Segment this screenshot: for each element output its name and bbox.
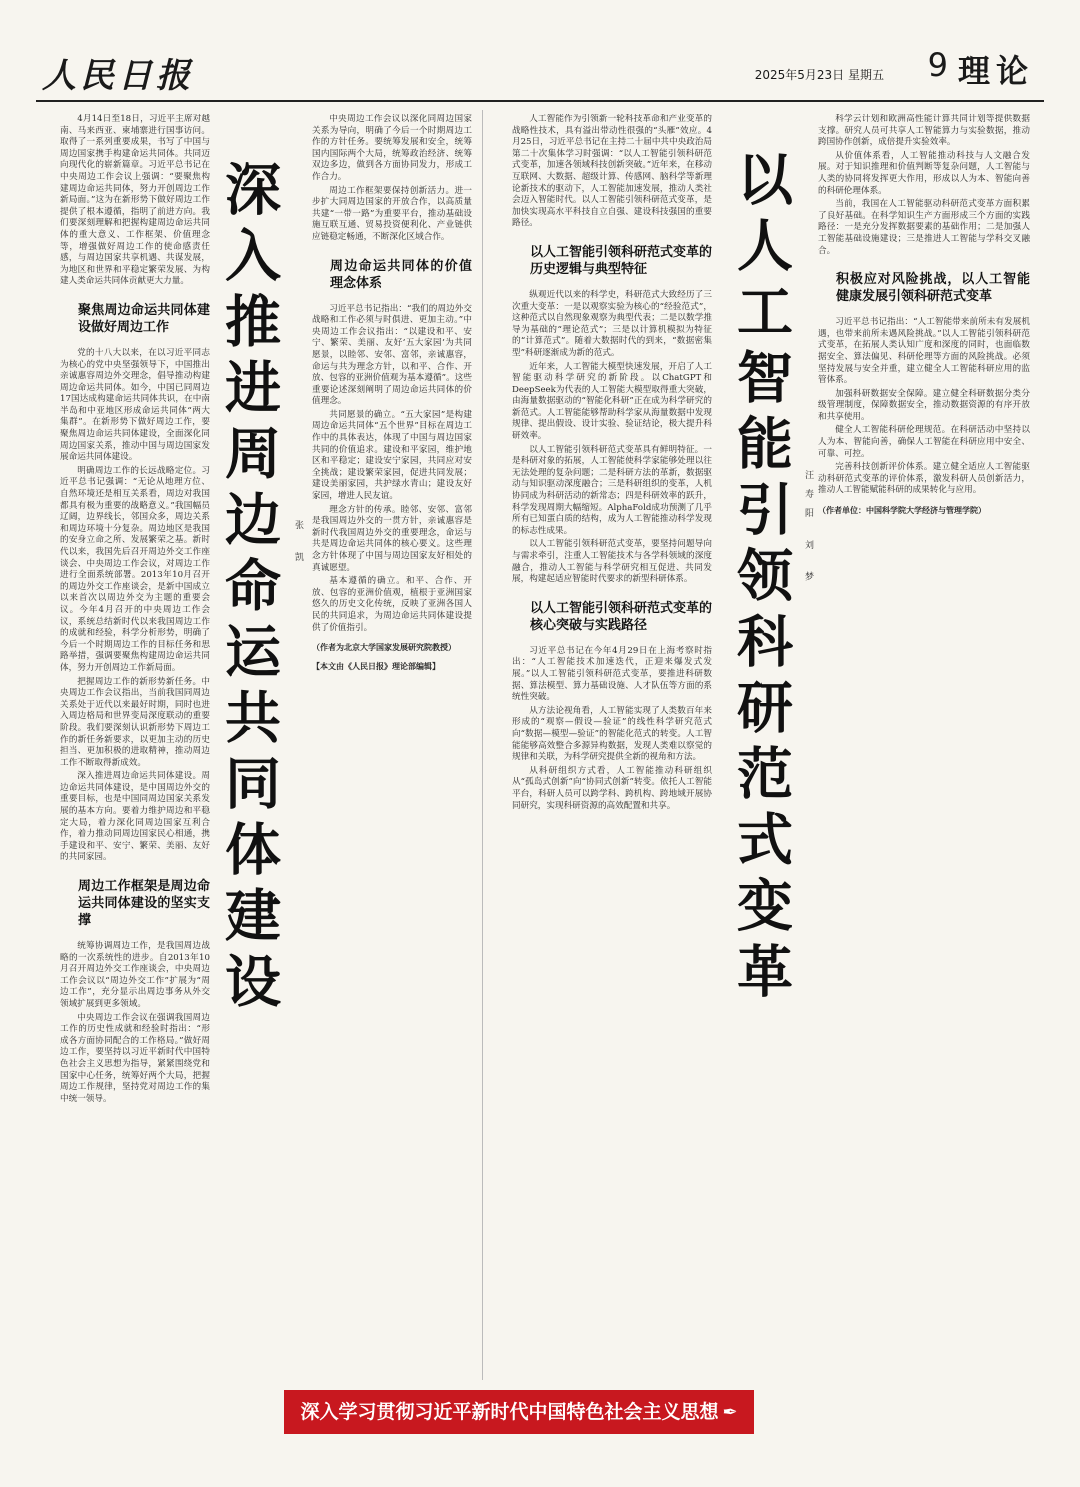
article1-paragraph: 明确周边工作的长远战略定位。习近平总书记强调：“无论从地理方位、自然环境还是相互关系看，周边对我国都具有极为重要的战略意义。”我国幅员辽阔，边界线长，邻国众多，周边关系和周边环境十分复杂。周边地区是我国的安身立命之所、发展繁荣之基。新时代以来，我国先后召开周边外交工作座谈会、中央周边工作会议，对周边工作进行全面系统部署。2013年10月召开的周边外交工作座谈会，是新中国成立以来首次以周边外交为主题的重要会议。今年4月召开的中央周边工作会议，系统总结新时代以来我国周边工作的成就和经验，科学分析形势，明确了今后一个时期周边工作的目标任务和思路举措，强调要聚焦构建周边命运共同体，努力开创周边工作新局面。 — [60, 465, 210, 673]
article1-title: 深入推进周边命运共同体建设 — [216, 160, 281, 1018]
page-number: 9 — [927, 46, 948, 84]
article1-editor-note: 【本文由《人民日报》理论部编辑】 — [312, 661, 440, 672]
article2-subhead-1: 以人工智能引领科研范式变革的历史逻辑与典型特征 — [530, 244, 712, 277]
article1-author-unit: （作者为北京大学国家发展研究院教授） — [312, 642, 456, 653]
article1-subhead-2: 周边工作框架是周边命运共同体建设的坚实支撑 — [78, 879, 210, 929]
article1-paragraph: 习近平总书记指出：“我们的周边外交战略和工作必须与时俱进、更加主动。”中央周边工作会议指出：“以建设和平、安宁、繁荣、美丽、友好‘五大家园’为共同愿景，以睦邻、安邻、富邻，亲诚惠容，命运与共为理念方针，以和平、合作、开放、包容的亚洲价值观为基本遵循”。这些重要论述深刻阐明了周边命运共同体的价值理念。 — [312, 303, 472, 407]
article1-paragraph: 周边工作框架要保持创新活力。进一步扩大同周边国家的开放合作，以高质量共建“一带一路”为重要平台，推动基础设施互联互通、贸易投资便利化、产业链供应链稳定畅通，不断深化区域合作。 — [312, 185, 472, 242]
article2-paragraph: 当前，我国在人工智能驱动科研范式变革方面积累了良好基础。在科学知识生产方面形成三个方面的实践路径：一是充分发挥数据要素的基础作用；二是加强人工智能基础设施建设；三是推进人工智能与学科交叉融合。 — [818, 199, 1030, 256]
article1-paragraph: 把握周边工作的新形势新任务。中央周边工作会议指出，当前我国同周边关系处于近代以来最好时期，同时也进入周边格局和世界变局深度联动的重要阶段。我们要深刻认识新形势下周边工作的新任务新要求，以更加主动的历史担当、更加积极的进取精神，推动周边工作不断取得新成效。 — [60, 676, 210, 768]
article2-author-unit: （作者单位：中国科学院大学经济与管理学院） — [818, 505, 986, 516]
article2-paragraph: 从科研组织方式看，人工智能推动科研组织从“孤岛式创新”向“协同式创新”转变。依托人工智能平台，科研人员可以跨学科、跨机构、跨地域开展协同研究，实现科研资源的高效配置和共享。 — [512, 765, 712, 811]
masthead — [36, 46, 1044, 98]
newspaper-logo: 人民日报 — [42, 56, 194, 96]
article2-paragraph: 习近平总书记在今年4月29日在上海考察时指出：“人工智能技术加速迭代，正迎来爆发式发展。”以人工智能引领科研范式变革，要推进科研数据、算法模型、算力基础设施、人才队伍等方面的系统性突破。 — [512, 645, 712, 703]
article1-paragraph: 基本遵循的确立。和平、合作、开放、包容的亚洲价值观，植根于亚洲国家悠久的历史文化传统，反映了亚洲各国人民的共同追求，为周边命运共同体建设提供了价值指引。 — [312, 576, 472, 633]
article2-subhead-2: 以人工智能引领科研范式变革的核心突破与实践路径 — [530, 600, 712, 633]
article2-column-1 — [512, 114, 712, 1384]
pen-icon: ✒ — [722, 1402, 738, 1423]
column-divider — [482, 110, 483, 1380]
article1-author: 张 凯 — [293, 520, 303, 571]
article1-subhead-3: 周边命运共同体的价值理念体系 — [330, 258, 472, 291]
article2-paragraph: 科学云计划和欧洲高性能计算共同计划等提供数据支撑。研究人员可共享人工智能算力与实验数据，推动跨国协作创新，成倍提升实验效率。 — [818, 114, 1030, 148]
article1-paragraph: 理念方针的传承。睦邻、安邻、富邻是我国周边外交的一贯方针，亲诚惠容是新时代我国周边外交的重要理念，命运与共是周边命运共同体的核心要义。这些理念方针体现了中国与周边国家友好相处的真诚愿望。 — [312, 504, 472, 573]
article2-paragraph: 近年来，人工智能大模型快速发展，开启了人工智能驱动科学研究的新阶段。以ChatGPT和DeepSeek为代表的人工智能大模型取得重大突破，由海量数据驱动的“智能化科研”正在成为科学研究的新范式。人工智能能够帮助科学家从海量数据中发现规律、提出假设、设计实验、验证结论，极大提升科研效率。 — [512, 361, 712, 442]
article2-paragraph: 加强科研数据安全保障。建立健全科研数据分类分级管理制度，保障数据安全，推动数据资源的有序开放和共享使用。 — [818, 388, 1030, 422]
article1-paragraph: 深入推进周边命运共同体建设。周边命运共同体建设，是中国周边外交的重要目标，也是中国同周边国家关系发展的基本方向。要着力维护周边和平稳定大局，着力深化同周边国家互利合作，着力推动同周边国家民心相通，携手建设和平、安宁、繁荣、美丽、友好的共同家园。 — [60, 771, 210, 863]
article2-paragraph: 从价值体系看，人工智能推动科技与人文融合发展。对于知识推理和价值判断等复杂问题，人工智能与人类的协同将发挥更大作用，形成以人为本、智能向善的科研伦理体系。 — [818, 150, 1030, 196]
article1-intro: 4月14日至18日，习近平主席对越南、马来西亚、柬埔寨进行国事访问。取得了一系列重要成果，书写了中国与周边国家携手构建命运共同体。共同迈向现代化的崭新篇章。习近平总书记在中央周边工作会议上强调：“要聚焦构建周边命运共同体，努力开创周边工作新局面。”这为在新形势下做好周边工作提供了根本遵循，指明了前进方向。我们要深刻理解和把握构建周边命运共同体的重大意义、工作框架、价值理念等，增强做好周边工作的使命感责任感，与周边国家共享机遇、共谋发展，为地区和世界和平稳定繁荣发展、为构建人类命运共同体贡献更大力量。 — [60, 114, 210, 287]
article2-subhead-3: 积极应对风险挑战，以人工智能健康发展引领科研范式变革 — [836, 272, 1030, 305]
article2-paragraph: 习近平总书记指出：“人工智能带来前所未有发展机遇，也带来前所未遇风险挑战。”以人工智能引领科研范式变革，在拓展人类认知广度和深度的同时，也面临数据安全、算法偏见、科研伦理等方面的风险挑战。必须坚持发展与安全并重，建立健全人工智能科研应用的监管体系。 — [818, 317, 1030, 386]
article2-paragraph: 纵观近代以来的科学史，科研范式大致经历了三次重大变革：一是以观察实验为核心的“经验范式”，这种范式以自然现象观察为典型代表；二是以数学推导为基础的“理论范式”；三是以计算机模拟为特征的“计算范式”。随着大数据时代的到来，“数据密集型”科研逐渐成为新的范式。 — [512, 289, 712, 358]
article2-author: 汪寿阳 刘 梦 — [803, 470, 813, 591]
article1-paragraph: 中央周边工作会议在强调我国周边工作的历史性成就和经验时指出：“形成各方面协同配合的工作格局。”做好周边工作，要坚持以习近平新时代中国特色社会主义思想为指导，紧紧围绕党和国家中心任务，统筹好两个大局，把握周边工作规律，坚持党对周边工作的集中统一领导。 — [60, 1012, 210, 1104]
section-name: 理论 — [957, 52, 1034, 90]
article2-paragraph: 完善科技创新评价体系。建立健全适应人工智能驱动科研范式变革的评价体系，激发科研人员创新活力，推动人工智能赋能科研的成果转化与应用。 — [818, 462, 1030, 496]
article1-paragraph: 中央周边工作会议以深化同周边国家关系为导向，明确了今后一个时期周边工作的方针任务。要统筹发展和安全，统筹国内国际两个大局，统筹政治经济、统筹双边多边，做到各方面协同发力，形成工作合力。 — [312, 114, 472, 182]
article1-paragraph: 统筹协调周边工作，是我国周边战略的一次系统性的进步。自2013年10月召开周边外交工作座谈会，中央周边工作会议以“周边外交工作”扩展为“周边工作”，充分显示出周边事务从外交领域扩展到更多领域。 — [60, 941, 210, 1009]
article2-intro: 人工智能作为引领新一轮科技革命和产业变革的战略性技术，具有溢出带动性很强的“头雁”效应。4月25日，习近平总书记在主持二十届中共中央政治局第二十次集体学习时强调：“以人工智能引领科研范式变革，加速各领域科技创新突破。”近年来，在移动互联网、大数据、超级计算、传感网、脑科学等新理论新技术的驱动下，人工智能加速发展，推动人类社会迈入智能时代。以人工智能引领科研范式变革，是加快实现高水平科技自立自强、建设科技强国的重要路径。 — [512, 114, 712, 229]
article1-column-1 — [60, 114, 210, 1344]
article2-paragraph: 健全人工智能科研伦理规范。在科研活动中坚持以人为本、智能向善，确保人工智能在科研应用中安全、可靠、可控。 — [818, 425, 1030, 459]
article1-paragraph: 党的十八大以来，在以习近平同志为核心的党中央坚强领导下，中国推出亲诚惠容周边外交理念，倡导推动构建周边命运共同体。如今，中国已同周边17国达成构建命运共同体共识，在中南半岛和中亚地区形成命运共同体“两大集群”。在新形势下做好周边工作，要聚焦周边命运共同体建设，全面深化同周边国家关系，推动中国与周边国家发展命运共同体建设。 — [60, 347, 210, 463]
article2-title: 以人工智能引领科研范式变革 — [728, 150, 793, 1008]
article1-column-2 — [312, 114, 472, 1374]
theme-banner — [284, 1390, 754, 1434]
banner-text: 深入学习贯彻习近平新时代中国特色社会主义思想 — [300, 1401, 719, 1423]
article1-paragraph: 共同愿景的确立。“五大家园”是构建周边命运共同体“五个世界”目标在周边工作中的具体表达，体现了中国与周边国家共同的价值追求。建设和平家园，维护地区和平稳定；建设安宁家园，共同应对安全挑战；建设繁荣家园，促进共同发展；建设美丽家园，共护绿水青山；建设友好家园，增进人民友谊。 — [312, 409, 472, 502]
article2-column-2 — [818, 114, 1030, 1424]
article2-paragraph: 从方法论视角看，人工智能实现了人类数百年来形成的“观察—假设—验证”的线性科学研究范式向“数据—模型—验证”的智能化范式的转变。人工智能能够高效整合多源异构数据，发现人类难以察觉的规律和关联，为科学研究提供全新的视角和方法。 — [512, 705, 712, 763]
article2-paragraph: 以人工智能引领科研范式变革具有鲜明特征。一是科研对象的拓展，人工智能使科学家能够处理以往无法处理的复杂问题；二是科研方法的革新，数据驱动与知识驱动深度融合；三是科研组织的变革，人机协同成为科研活动的新常态；四是科研效率的跃升，科学发现周期大幅缩短。AlphaFold成功预测了几乎所有已知蛋白质的结构，成为人工智能推动科学发现的标志性成果。 — [512, 444, 712, 536]
masthead-rule — [36, 100, 1044, 102]
article2-paragraph: 以人工智能引领科研范式变革，要坚持问题导向与需求牵引，注重人工智能技术与各学科领域的深度融合，推动人工智能与科学研究相互促进、共同发展，构建起适应智能时代要求的新型科研体系。 — [512, 539, 712, 585]
article1-subhead-1: 聚焦周边命运共同体建设做好周边工作 — [78, 302, 210, 335]
issue-date: 2025年5月23日 星期五 — [754, 68, 884, 82]
